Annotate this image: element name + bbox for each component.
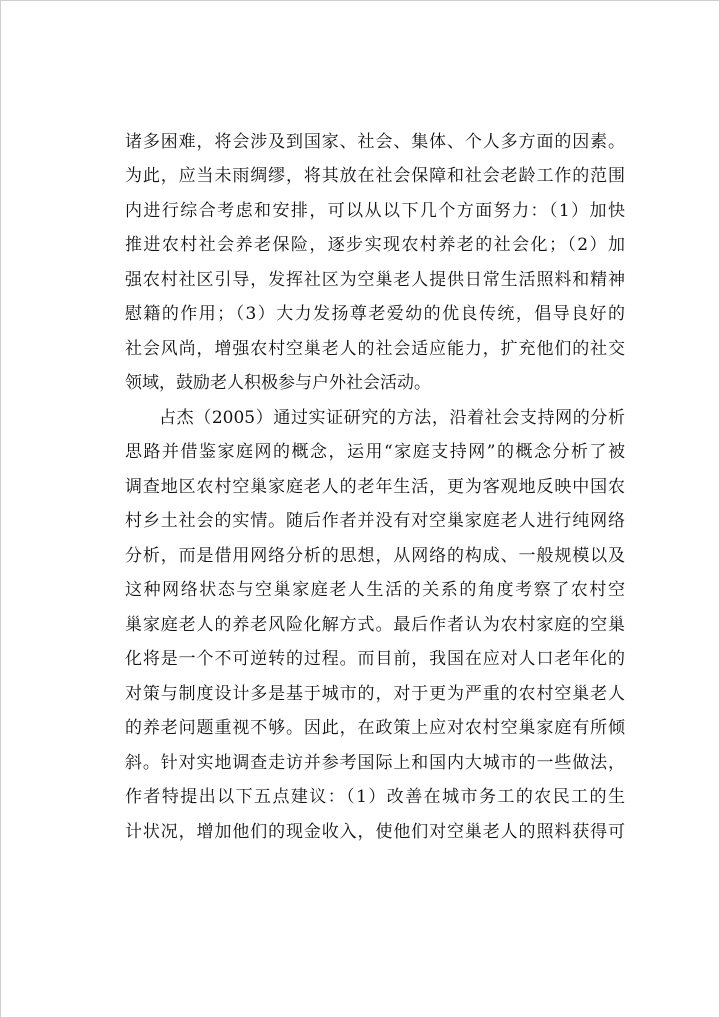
text-line: 分析，而是借用网络分析的思想，从网络的构成、一般规模以及 [125, 546, 625, 566]
text-line: 这种网络状态与空巢家庭老人生活的关系的角度考察了农村空 [125, 580, 625, 600]
text-line: 村乡土社会的实情。随后作者并没有对空巢家庭老人进行纯网络 [125, 511, 625, 531]
text-line: 强农村社区引导，发挥社区为空巢老人提供日常生活照料和精神 [125, 270, 625, 290]
text-line: 内进行综合考虑和安排，可以从以下几个方面努力：（1）加快 [125, 201, 625, 221]
text-line: 占杰（2005）通过实证研究的方法，沿着社会支持网的分析 [159, 408, 625, 428]
text-line: 斜。针对实地调查走访并参考国际上和国内大城市的一些做法， [125, 753, 625, 773]
text-line: 社会风尚，增强农村空巢老人的社会适应能力，扩充他们的社交 [125, 339, 625, 359]
text-line: 思路并借鉴家庭网的概念，运用“家庭支持网”的概念分析了被 [125, 442, 625, 462]
text-line: 领域，鼓励老人积极参与户外社会活动。 [125, 373, 431, 393]
text-line: 慰籍的作用；（3）大力发扬尊老爱幼的优良传统，倡导良好的 [125, 304, 625, 324]
text-line: 为此，应当未雨绸缪，将其放在社会保障和社会老龄工作的范围 [125, 166, 625, 186]
text-line: 计状况，增加他们的现金收入，使他们对空巢老人的照料获得可 [125, 822, 625, 842]
text-line: 作者特提出以下五点建议：（1）改善在城市务工的农民工的生 [125, 787, 625, 807]
text-line: 化将是一个不可逆转的过程。而目前，我国在应对人口老年化的 [125, 649, 625, 669]
text-line: 诸多困难，将会涉及到国家、社会、集体、个人多方面的因素。 [125, 132, 625, 152]
text-line: 的养老问题重视不够。因此，在政策上应对农村空巢家庭有所倾 [125, 718, 625, 738]
text-line: 巢家庭老人的养老风险化解方式。最后作者认为农村家庭的空巢 [125, 615, 625, 635]
text-line: 推进农村社会养老保险，逐步实现农村养老的社会化；（2）加 [125, 235, 625, 255]
text-line: 对策与制度设计多是基于城市的，对于更为严重的农村空巢老人 [125, 684, 625, 704]
text-line: 调查地区农村空巢家庭老人的老年生活，更为客观地反映中国农 [125, 477, 625, 497]
